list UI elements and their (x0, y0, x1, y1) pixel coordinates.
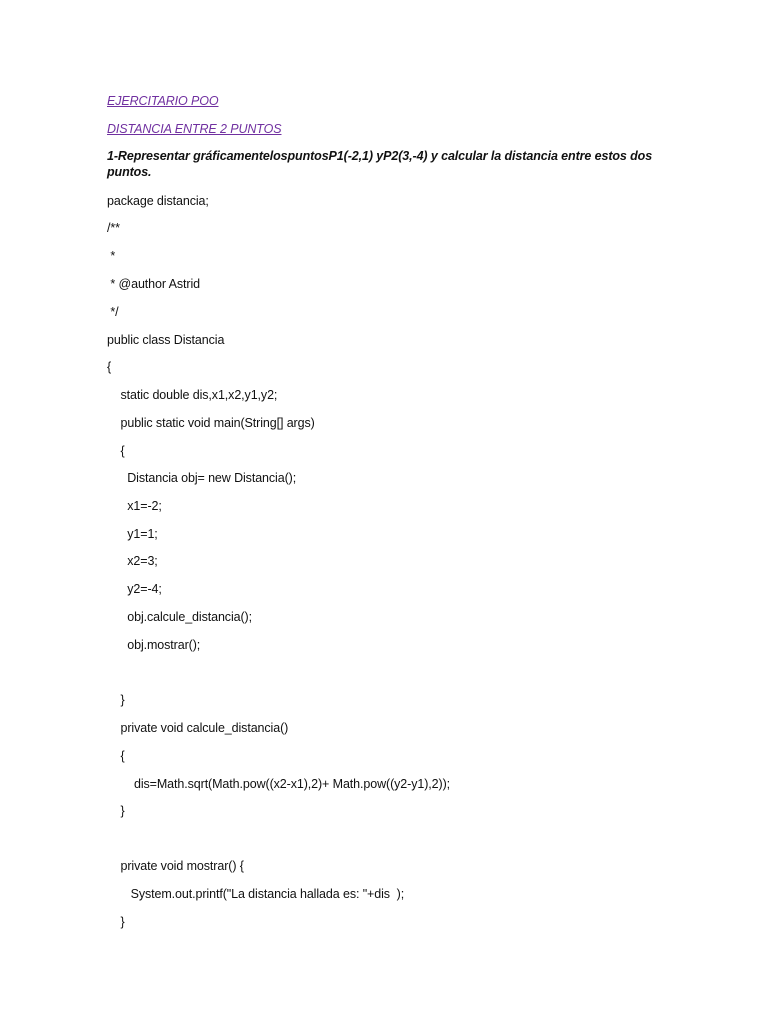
code-line: x2=3; (107, 554, 158, 568)
document-title: EJERCITARIO POO (107, 94, 219, 108)
code-line: private void mostrar() { (107, 859, 244, 873)
code-line: */ (107, 305, 119, 319)
code-line: Distancia obj= new Distancia(); (107, 471, 297, 485)
code-line: { (107, 444, 125, 458)
code-line: obj.calcule_distancia(); (107, 610, 252, 624)
code-line: obj.mostrar(); (107, 638, 201, 652)
code-line: dis=Math.sqrt(Math.pow((x2-x1),2)+ Math.pow((y2-y1),2)); (107, 777, 451, 791)
code-line: public class Distancia (107, 333, 225, 347)
code-line: { (107, 749, 125, 763)
code-line: System.out.printf("La distancia hallada es: "+dis ); (107, 887, 405, 901)
document-subtitle: DISTANCIA ENTRE 2 PUNTOS (107, 122, 282, 136)
code-line: private void calcule_distancia() (107, 721, 289, 735)
code-line: } (107, 915, 125, 929)
code-line: } (107, 804, 125, 818)
exercise-statement: 1-Representar gráficamentelospuntosP1(-2,1) yP2(3,-4) y calcular la distancia entre estos dos puntos. (107, 149, 653, 179)
code-line: y1=1; (107, 527, 158, 541)
code-line: public static void main(String[] args) (107, 416, 315, 430)
code-line: x1=-2; (107, 499, 162, 513)
code-line: package distancia; (107, 194, 209, 208)
code-line: y2=-4; (107, 582, 162, 596)
code-line: * (107, 249, 116, 263)
code-line: * @author Astrid (107, 277, 200, 291)
code-line: } (107, 693, 125, 707)
code-line: static double dis,x1,x2,y1,y2; (107, 388, 278, 402)
code-line: { (107, 360, 112, 374)
code-line: /** (107, 221, 120, 235)
